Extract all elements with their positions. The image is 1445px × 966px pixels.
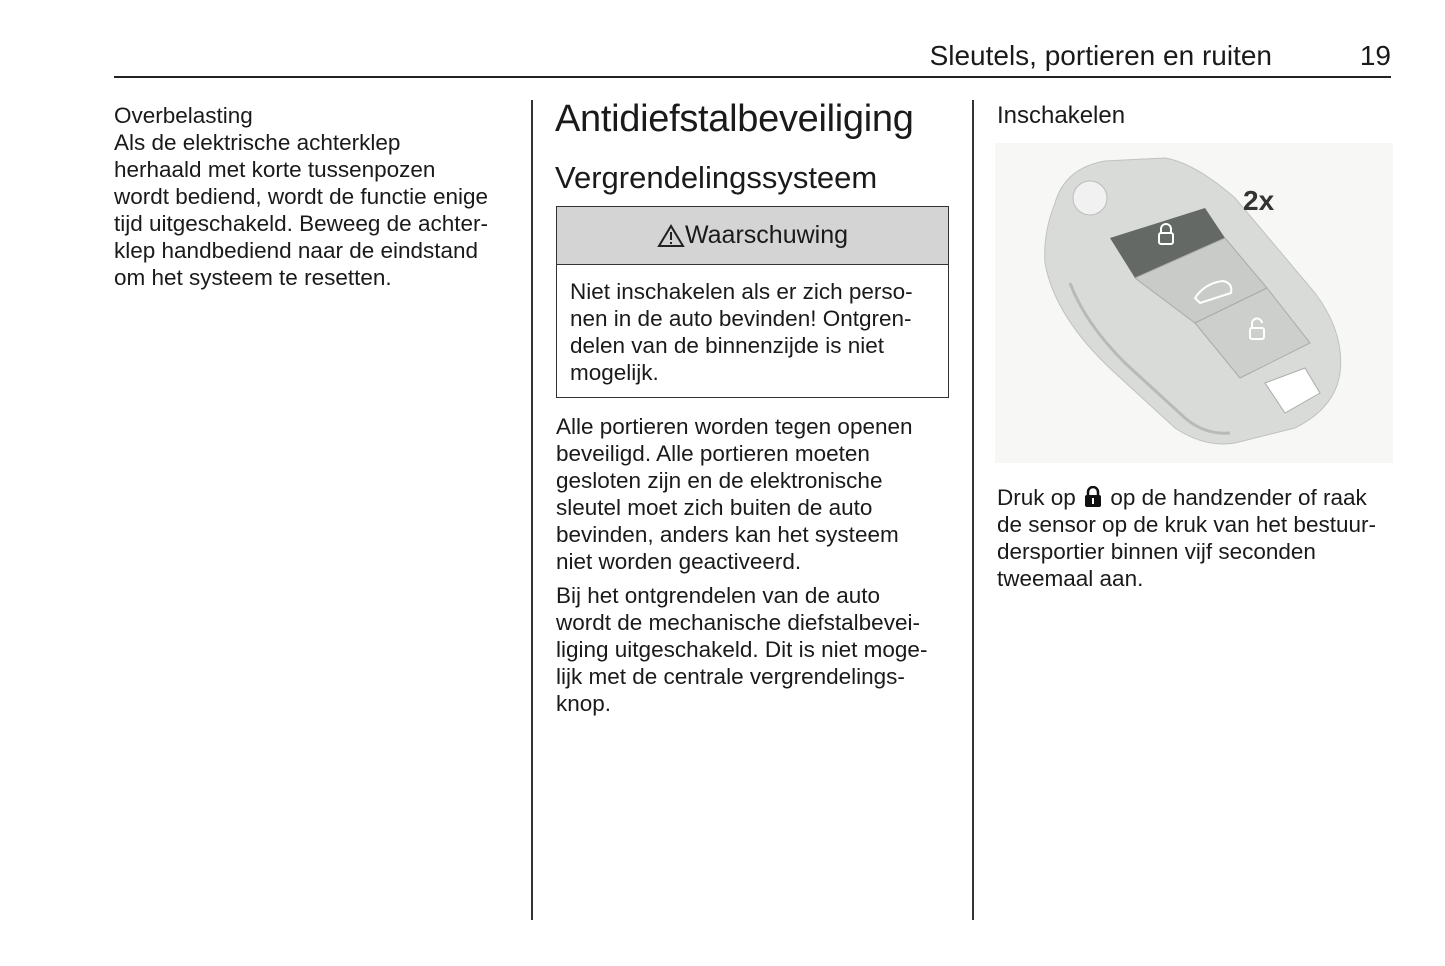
text-line: beveiligd. Alle portieren moeten [556,441,870,466]
text-line: Als de elektrische achterklep [114,130,401,155]
text-line: Niet inschakelen als er zich perso- [570,279,913,304]
text-line: om het systeem te resetten. [114,265,392,290]
text-line: gesloten zijn en de elektronische [556,468,883,493]
text-line: Bij het ontgrendelen van de auto [556,583,880,608]
text-line: lijk met de centrale vergrendelings- [556,664,905,689]
instruction-paragraph [997,484,1376,592]
text-line: wordt bediend, wordt de functie enige [114,184,488,209]
warning-triangle-icon [657,224,685,248]
chapter-title: Sleutels, portieren en ruiten [929,40,1272,71]
key-fob-illustration [995,143,1393,463]
text-fragment: op de handzender of raak [1110,485,1367,510]
warning-label: Waarschuwing [684,221,849,249]
text-line: delen van de binnenzijde is niet [570,333,884,358]
warning-header [557,207,948,265]
press-count-label: 2x [1243,185,1275,216]
subsection-title: Vergrendelingssysteem [555,160,878,195]
column-divider [531,100,533,920]
section-title: Antidiefstalbeveiliging [555,98,914,140]
text-fragment: Druk op [997,485,1076,510]
warning-box [556,206,949,398]
lock-icon [1084,486,1102,508]
header-rule [114,76,1391,78]
text-line: bevinden, anders kan het systeem [556,522,899,547]
text-line: tijd uitgeschakeld. Beweeg de achter- [114,211,488,236]
text-line: liging uitgeschakeld. Dit is niet moge- [556,637,928,662]
text-line: de sensor op de kruk van het bestuur- [997,512,1376,537]
text-line: klep handbediend naar de eindstand [114,238,479,263]
paragraph [556,413,913,575]
text-line: knop. [556,691,612,716]
text-line: sleutel moet zich buiten de auto [556,495,873,520]
text-line: Alle portieren worden tegen openen [556,414,913,439]
column-divider [972,100,974,920]
subsection-heading: Inschakelen [997,102,1126,129]
column-1 [114,102,524,291]
page-number: 19 [1359,40,1391,71]
text-line: mogelijk. [570,360,659,385]
section-heading: Overbelasting [114,103,253,128]
text-line: herhaald met korte tussenpozen [114,157,436,182]
text-line: tweemaal aan. [997,566,1144,591]
paragraph [556,582,927,717]
text-line: nen in de auto bevinden! Ontgren- [570,306,912,331]
text-line: niet worden geactiveerd. [556,549,802,574]
text-line: dersportier binnen vijf seconden [997,539,1316,564]
text-line: wordt de mechanische diefstalbevei- [556,610,920,635]
